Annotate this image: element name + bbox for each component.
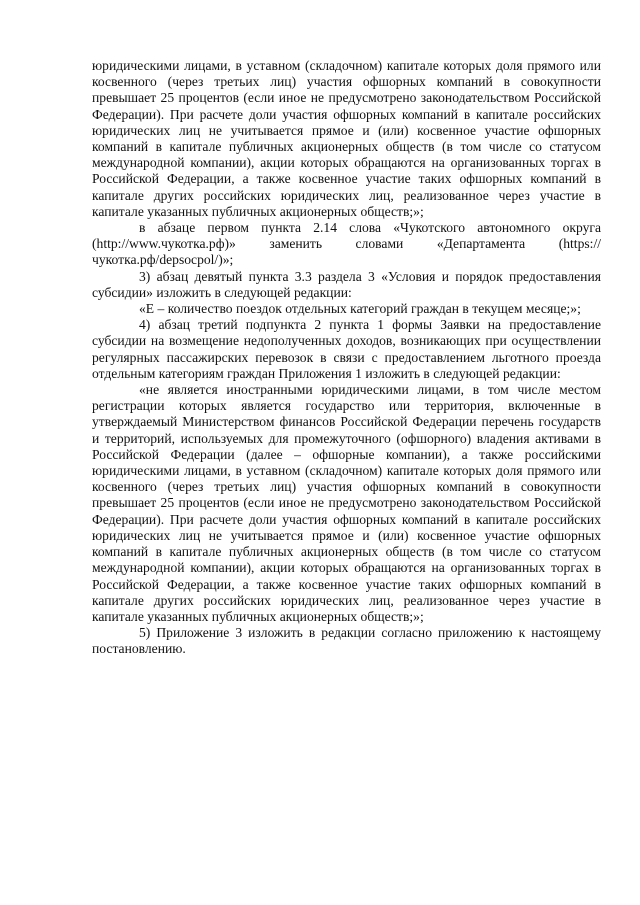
paragraph-continuation: юридическими лицами, в уставном (складочном) капитале которых доля прямого или косвенного (через третьих лиц) участия офшорных компаний в совокупности превышает 25 процентов (если иное не предусмотрено законодательством Российской Федерации). При расчете доли участия офшорных компаний в капитале российских юридических лиц не учитывается прямое и (или) косвенное участие офшорных компаний в капитале публичных акционерных обществ (в том числе со статусом международной компании), акции которых обращаются на организованных торгах в Российской Федерации, а также косвенное участие таких офшорных компаний в капитале других российских юридических лиц, реализованное через участие в капитале указанных публичных акционерных обществ;»; xyxy=(92,58,601,219)
paragraph-item-3: 3) абзац девятый пункта 3.3 раздела 3 «Условия и порядок предоставления субсидии» изложить в следующей редакции: xyxy=(92,268,601,300)
document-page xyxy=(92,58,601,658)
paragraph-quote-e: «Е – количество поездок отдельных категорий граждан в текущем месяце;»; xyxy=(139,301,581,317)
paragraph-item-2-14: в абзаце первом пункта 2.14 слова «Чукотского автономного округа (http://www.чукотка.рф)» заменить словами «Департамента (https://чукотка.рф/depsocpol/)»; xyxy=(92,220,601,268)
paragraph-item-4: 4) абзац третий подпункта 2 пункта 1 формы Заявки на предоставление субсидии на возмещение недополученных доходов, возникающих при осуществлении регулярных пассажирских перевозок в связи с предоставлением льготного проезда отдельным категориям граждан Приложения 1 изложить в следующей редакции: xyxy=(92,317,601,381)
paragraph-quote-offshore: «не является иностранными юридическими лицами, в том числе местом регистрации которых является государство или территория, включенные в утверждаемый Министерством финансов Российской Федерации перечень государств и территорий, используемых для промежуточного (офшорного) владения активами в Российской Федерации (далее – офшорные компании), а также российскими юридическими лицами, в уставном (складочном) капитале которых доля прямого или косвенного (через третьих лиц) участия офшорных компаний в совокупности превышает 25 процентов (если иное не предусмотрено законодательством Российской Федерации). При расчете доли участия офшорных компаний в капитале российских юридических лиц не учитывается прямое и (или) косвенное участие офшорных компаний в капитале публичных акционерных обществ (в том числе со статусом международной компании), акции которых обращаются на организованных торгах в Российской Федерации, а также косвенное участие таких офшорных компаний в капитале других российских юридических лиц, реализованное через участие в капитале указанных публичных акционерных обществ;»; xyxy=(92,382,601,624)
paragraph-item-5: 5) Приложение 3 изложить в редакции согласно приложению к настоящему постановлению. xyxy=(92,625,601,657)
